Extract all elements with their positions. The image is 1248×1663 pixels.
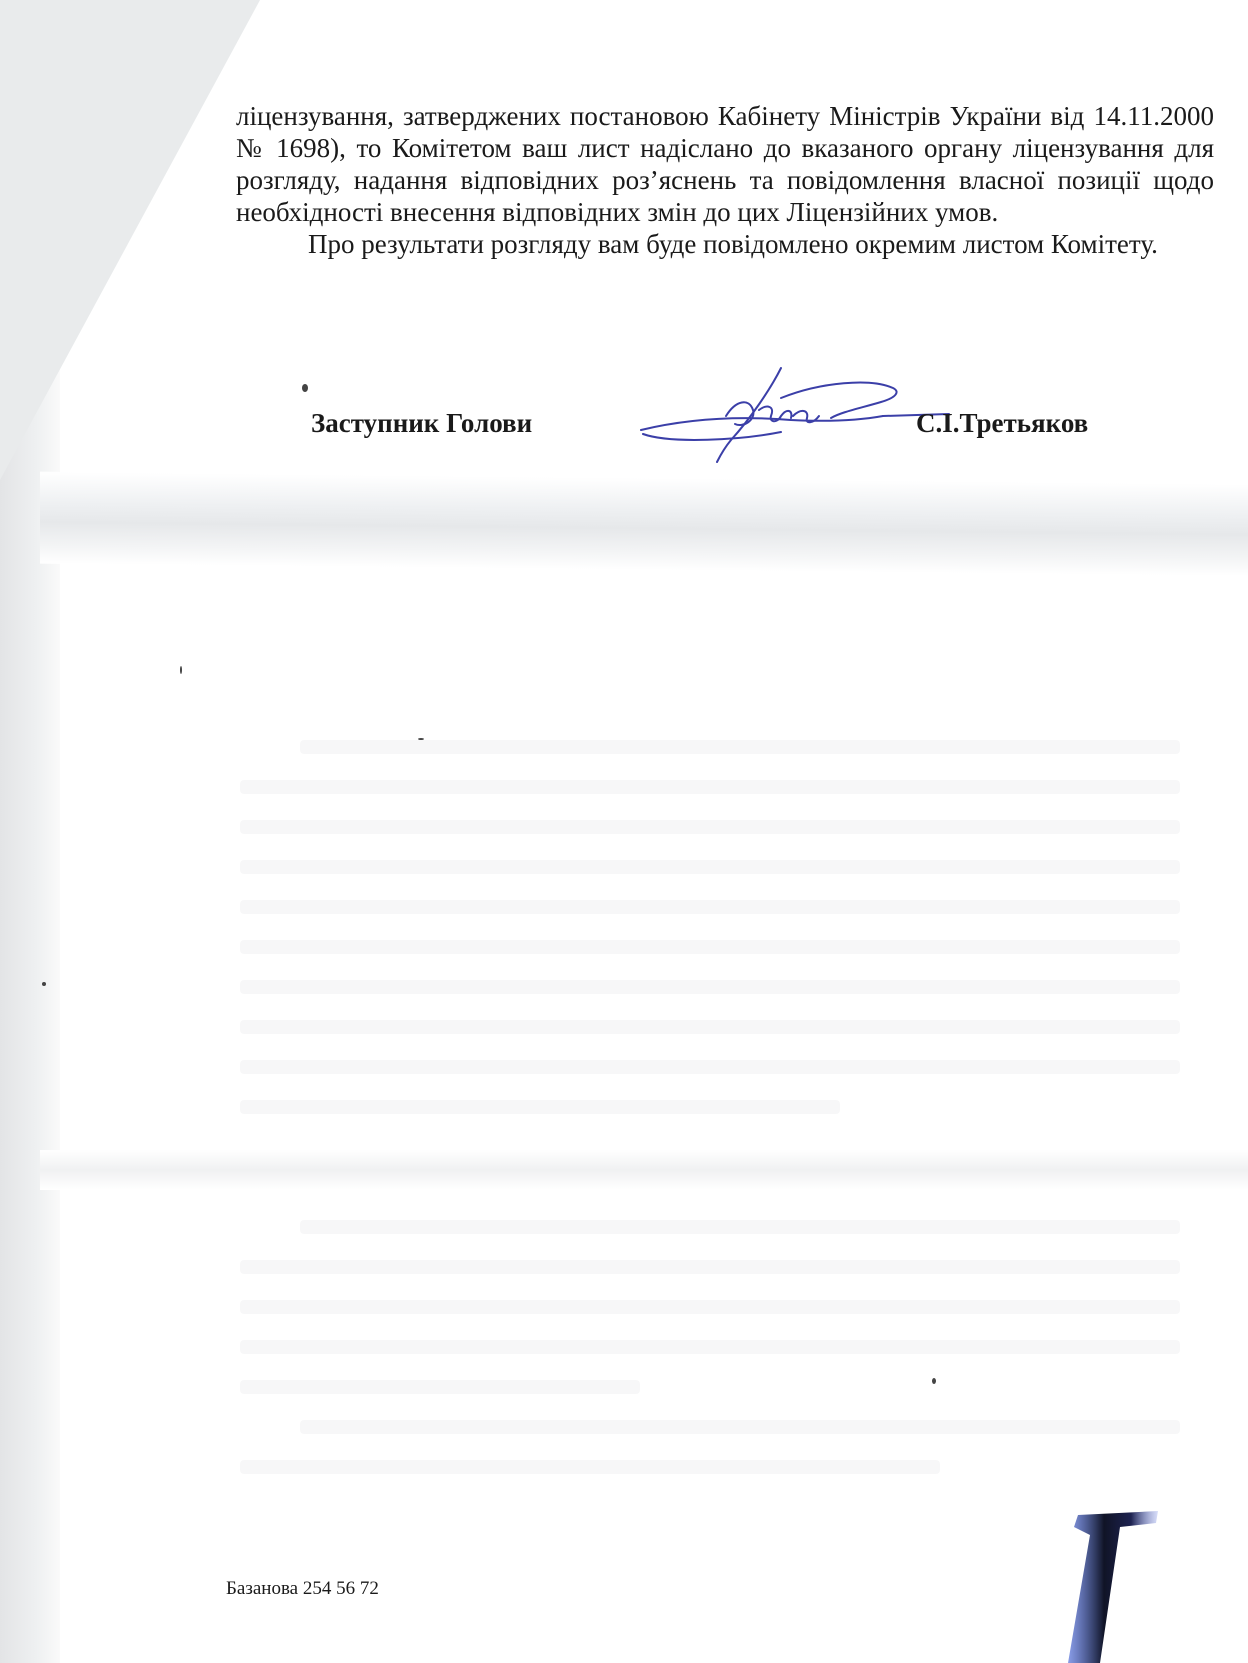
scan-folded-corner — [0, 0, 260, 480]
handwritten-signature-icon — [631, 358, 951, 478]
scan-speck — [302, 384, 308, 392]
scan-speck — [932, 1378, 936, 1384]
scan-artifact-icon — [1060, 1505, 1170, 1663]
footer-contact: Базанова 254 56 72 — [226, 1578, 379, 1599]
body-paragraph-2: Про результати розгляду вам буде повідомлено окремим листом Комітету. — [308, 229, 1158, 259]
signatory-position: Заступник Голови — [311, 408, 533, 438]
bleed-through-texture-lower — [240, 1220, 1220, 1520]
scan-speck — [42, 982, 46, 986]
signature-block — [236, 408, 1214, 488]
letter-body — [236, 100, 1214, 438]
bleed-through-texture — [240, 740, 1220, 1160]
signatory-name: С.І.Третьяков — [916, 408, 1089, 438]
scan-speck — [180, 666, 182, 674]
scan-speck — [418, 738, 424, 740]
body-paragraph-1: ліцензування, затверджених постановою Кабінету Міністрів України від 14.11.2000 № 1698), то Комітетом ваш лист надіслано до вказаного органу ліцензування для розгляду, надання відповідних роз’яснень та повідомлення власної позиції щодо необхідності внесення відповідних змін до цих Ліцензійних умов. — [236, 101, 1214, 227]
